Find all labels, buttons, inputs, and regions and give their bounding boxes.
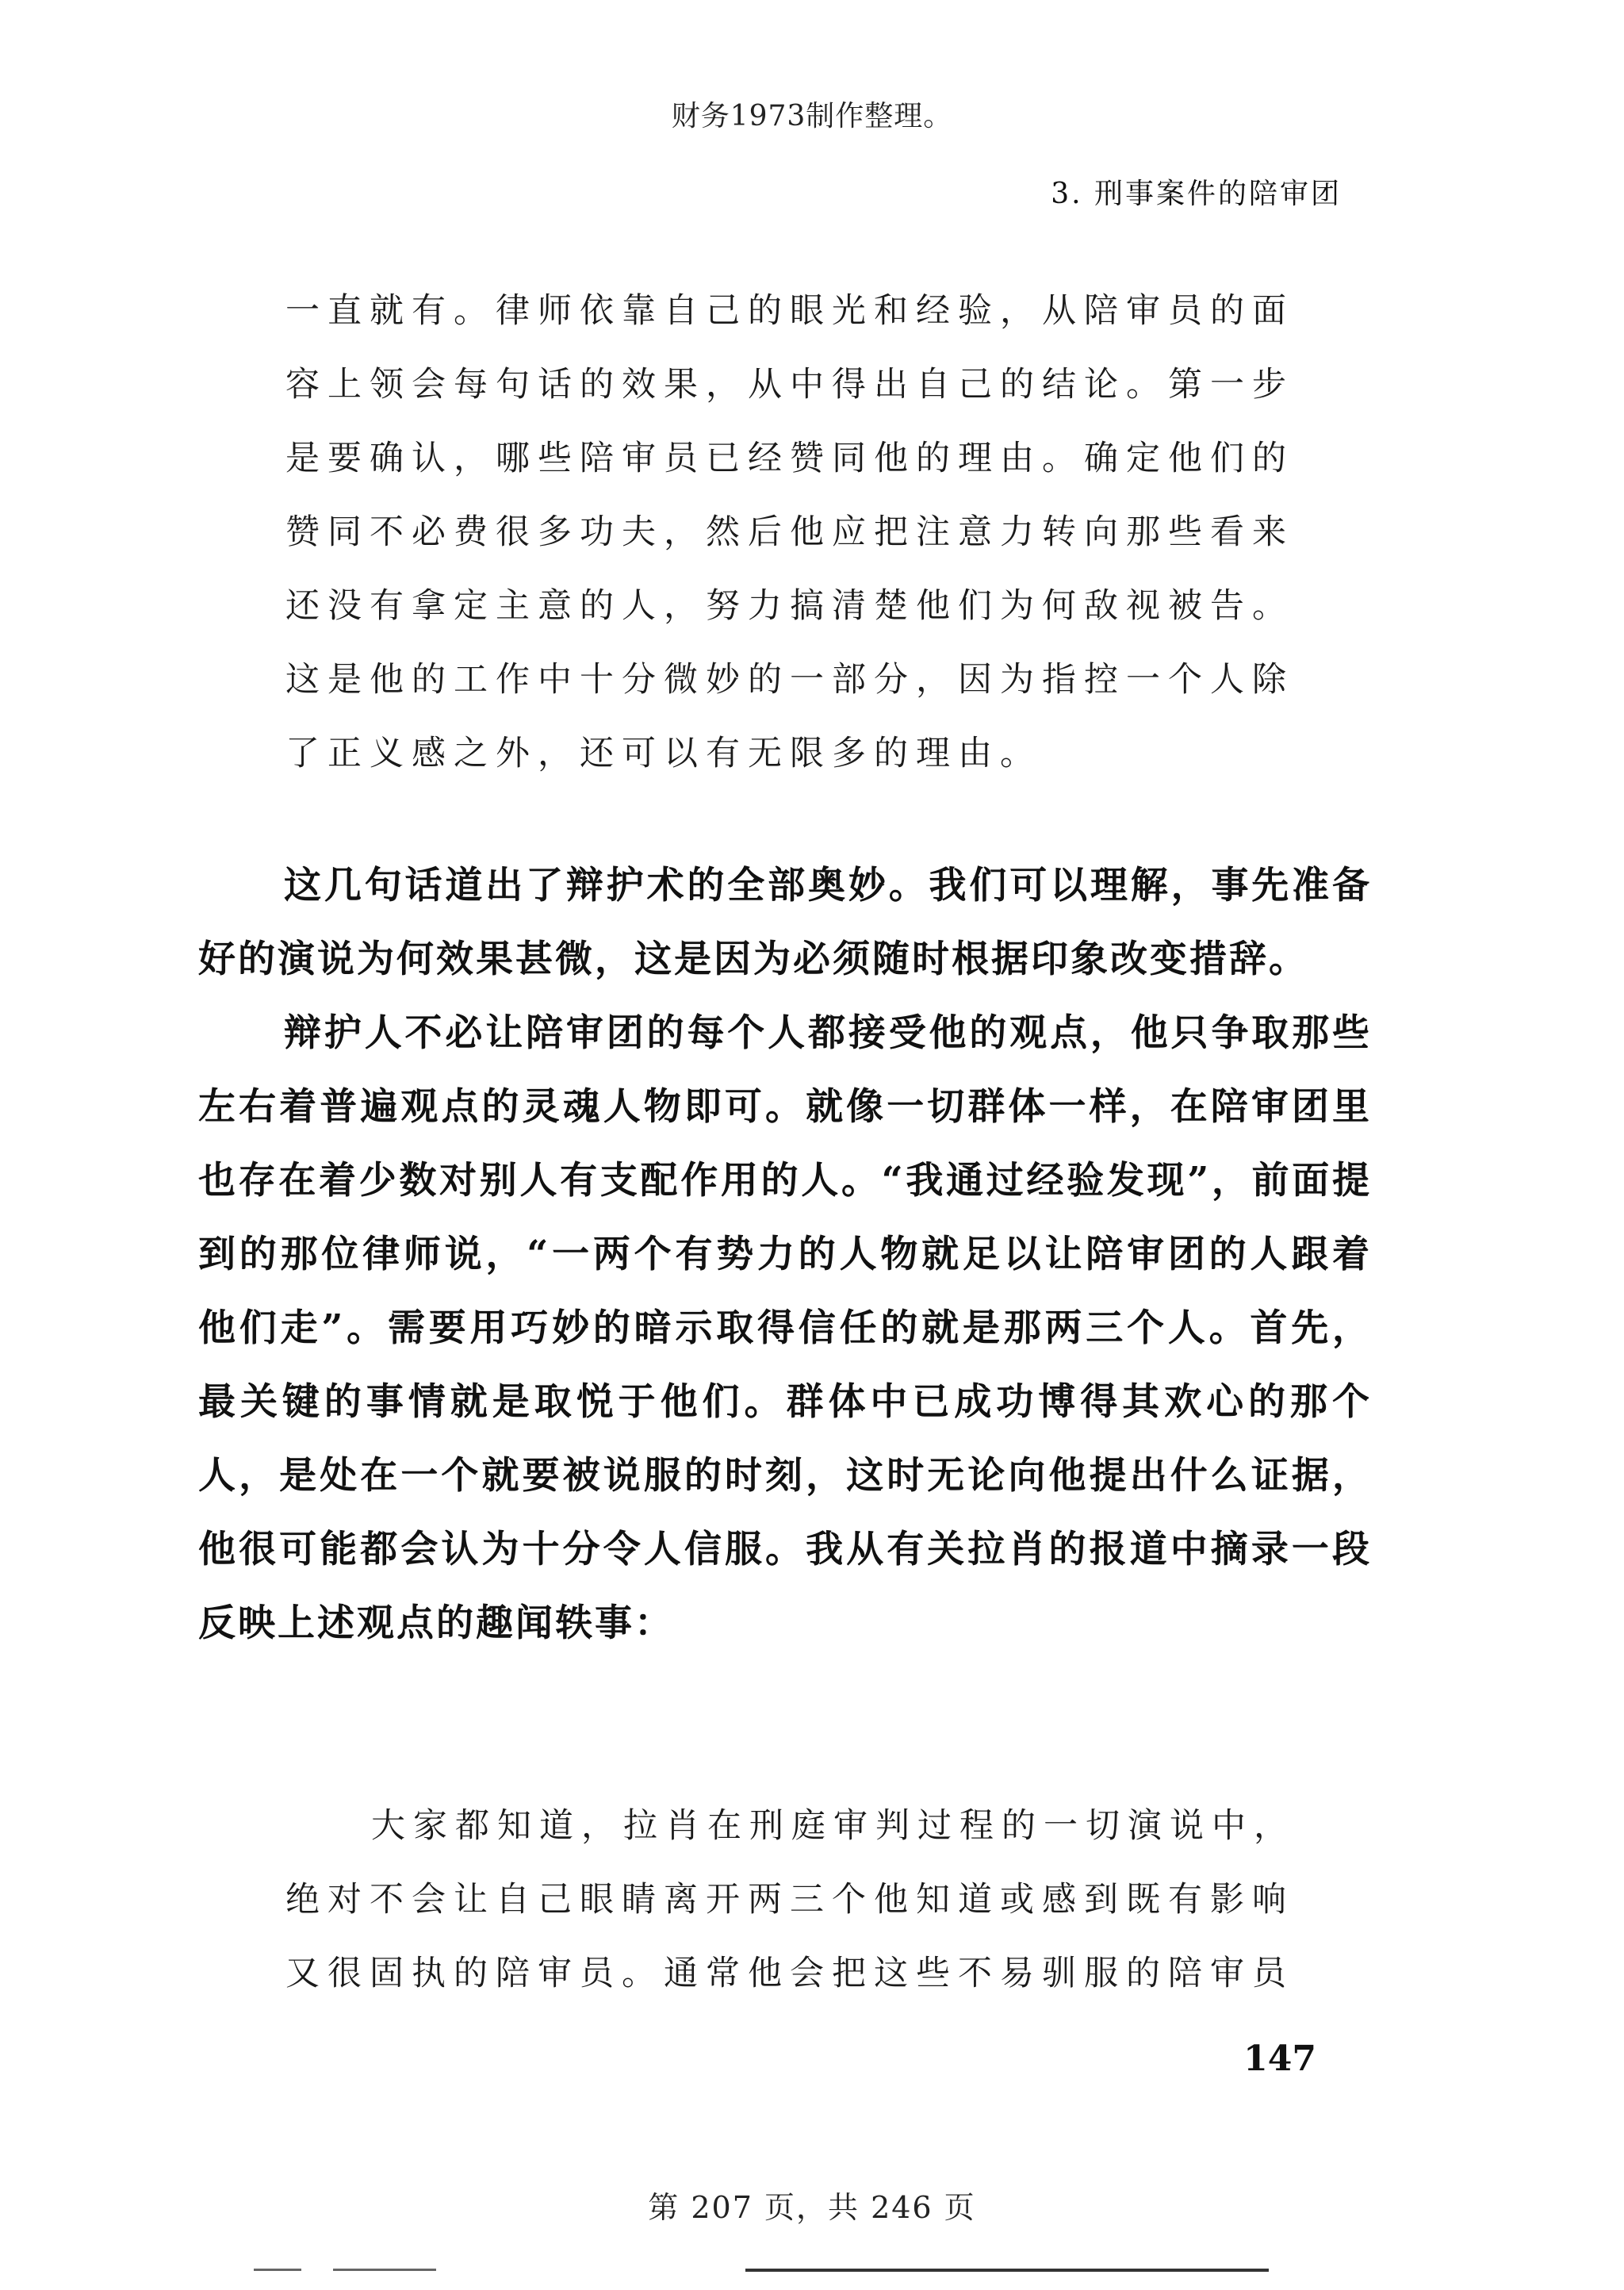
scan-artifact-line: [254, 2269, 301, 2271]
body-paragraph: 辩护人不必让陪审团的每个人都接受他的观点，他只争取那些左右着普遍观点的灵魂人物即可。就像一切群体一样，在陪审团里也存在着少数对别人有支配作用的人。“我通过经验发现”，前面提到的那位律师说，“一两个有势力的人物就足以让陪审团的人跟着他们走”。需要用巧妙的暗示取得信任的就是那两三个人。首先，最关键的事情就是取悦于他们。群体中已成功博得其欢心的那个人，是处在一个就要被说服的时刻，这时无论向他提出什么证据，他很可能都会认为十分令人信服。我从有关拉肖的报道中摘录一段反映上述观点的趣闻轶事：: [198, 1011, 1372, 1645]
page-footer: 第 207 页，共 246 页: [648, 2190, 976, 2225]
quote-paragraph: 一直就有。律师依靠自己的眼光和经验，从陪审员的面容上领会每句话的效果，从中得出自己的结论。第一步是要确认，哪些陪审员已经赞同他的理由。确定他们的赞同不必费很多功夫，然后他应把注意力转向那些看来还没有拿定主意的人，努力搞清楚他们为何敌视被告。这是他的工作中十分微妙的一部分，因为指控一个人除了正义感之外，还可以有无限多的理由。: [285, 291, 1294, 773]
scan-artifact-line: [745, 2269, 1269, 2272]
watermark-text: 财务1973制作整理。: [671, 100, 953, 132]
page-number: 147: [1243, 2039, 1316, 2079]
quote-paragraph: 大家都知道，拉肖在刑庭审判过程的一切演说中，绝对不会让自己眼睛离开两三个他知道或感到既有影响又很固执的陪审员。通常他会把这些不易驯服的陪审员: [285, 1806, 1296, 1993]
running-head: 3. 刑事案件的陪审团: [1051, 178, 1342, 210]
body-paragraph: 这几句话道出了辩护术的全部奥妙。我们可以理解，事先准备好的演说为何效果甚微，这是因为必须随时根据印象改变措辞。: [198, 864, 1372, 981]
scan-artifact-line: [333, 2269, 436, 2271]
quote-block-top: [285, 274, 1308, 791]
quote-block-bottom: [285, 1789, 1308, 2011]
body-text: [198, 849, 1372, 1660]
